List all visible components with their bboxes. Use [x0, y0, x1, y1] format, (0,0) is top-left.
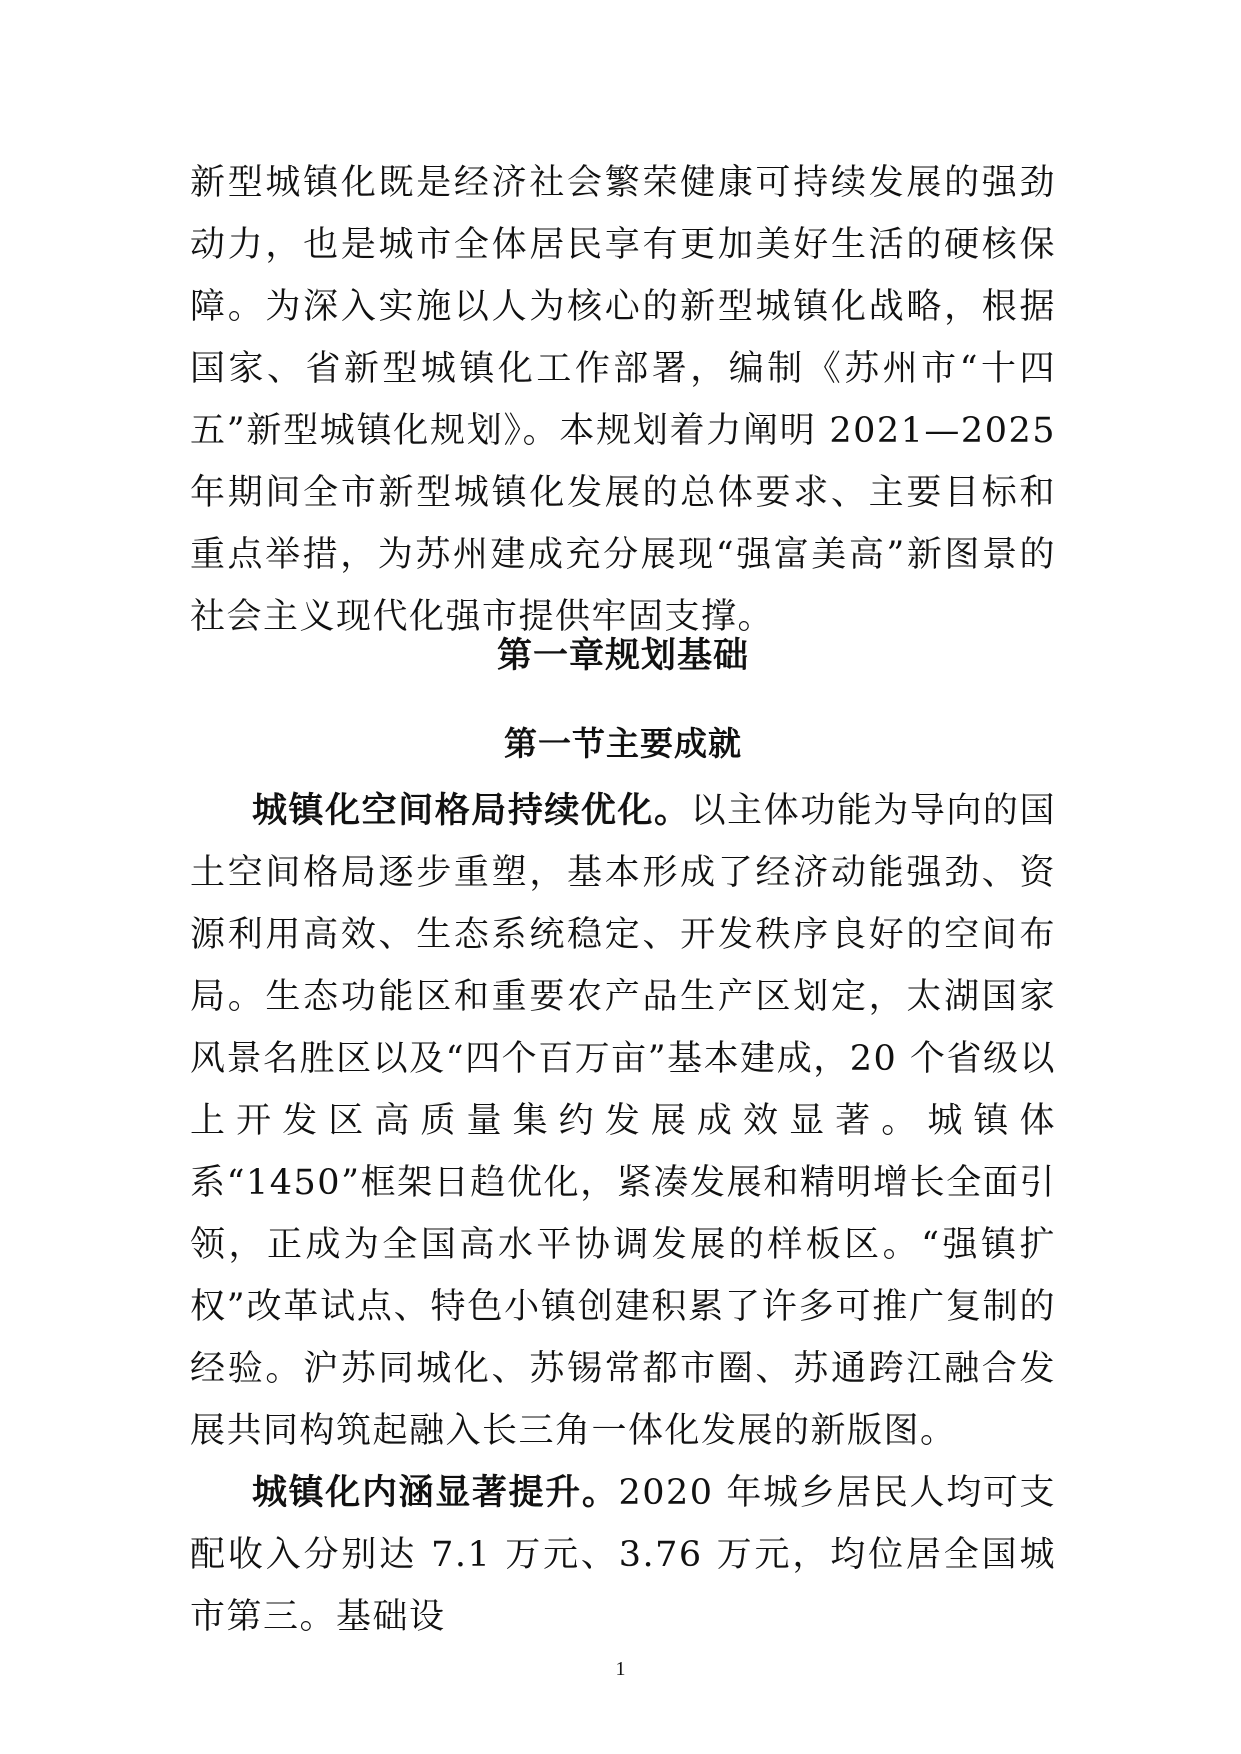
intro-block: [190, 152, 1056, 648]
intro-paragraph: 新型城镇化既是经济社会繁荣健康可持续发展的强劲动力，也是城市全体居民享有更加美好生活的硬核保障。为深入实施以人为核心的新型城镇化战略，根据国家、省新型城镇化工作部署，编制《苏州市“十四五”新型城镇化规划》。本规划着力阐明 2021—2025 年期间全市新型城镇化发展的总体要求、主要目标和重点举措，为苏州建成充分展现“强富美高”新图景的社会主义现代化强市提供牢固支撑。: [190, 163, 1056, 637]
paragraph-heading: 城镇化内涵显著提升。: [252, 1473, 619, 1513]
paragraph-spatial-pattern: [190, 780, 1056, 1462]
paragraph-body: 以主体功能为导向的国土空间格局逐步重塑，基本形成了经济动能强劲、资源利用高效、生态系统稳定、开发秩序良好的空间布局。生态功能区和重要农产品生产区划定，太湖国家风景名胜区以及“四个百万亩”基本建成，20 个省级以上开发区高质量集约发展成效显著。城镇体系“1450”框架日趋优化，紧凑发展和精明增长全面引领，正成为全国高水平协调发展的样板区。“强镇扩权”改革试点、特色小镇创建积累了许多可推广复制的经验。沪苏同城化、苏锡常都市圈、苏通跨江融合发展共同构筑起融入长三角一体化发展的新版图。: [190, 791, 1056, 1451]
paragraph-heading: 城镇化空间格局持续优化。: [252, 791, 691, 831]
body-block: [190, 780, 1056, 1648]
paragraph-body: 2020 年城乡居民人均可支配收入分别达 7.1 万元、3.76 万元，均位居全国城市第三。基础设: [190, 1473, 1056, 1637]
page-number: 1: [615, 1658, 626, 1680]
section-title: 第一节主要成就: [504, 724, 742, 763]
chapter-title: 第一章规划基础: [496, 636, 749, 676]
paragraph-connotation: [190, 1462, 1056, 1648]
